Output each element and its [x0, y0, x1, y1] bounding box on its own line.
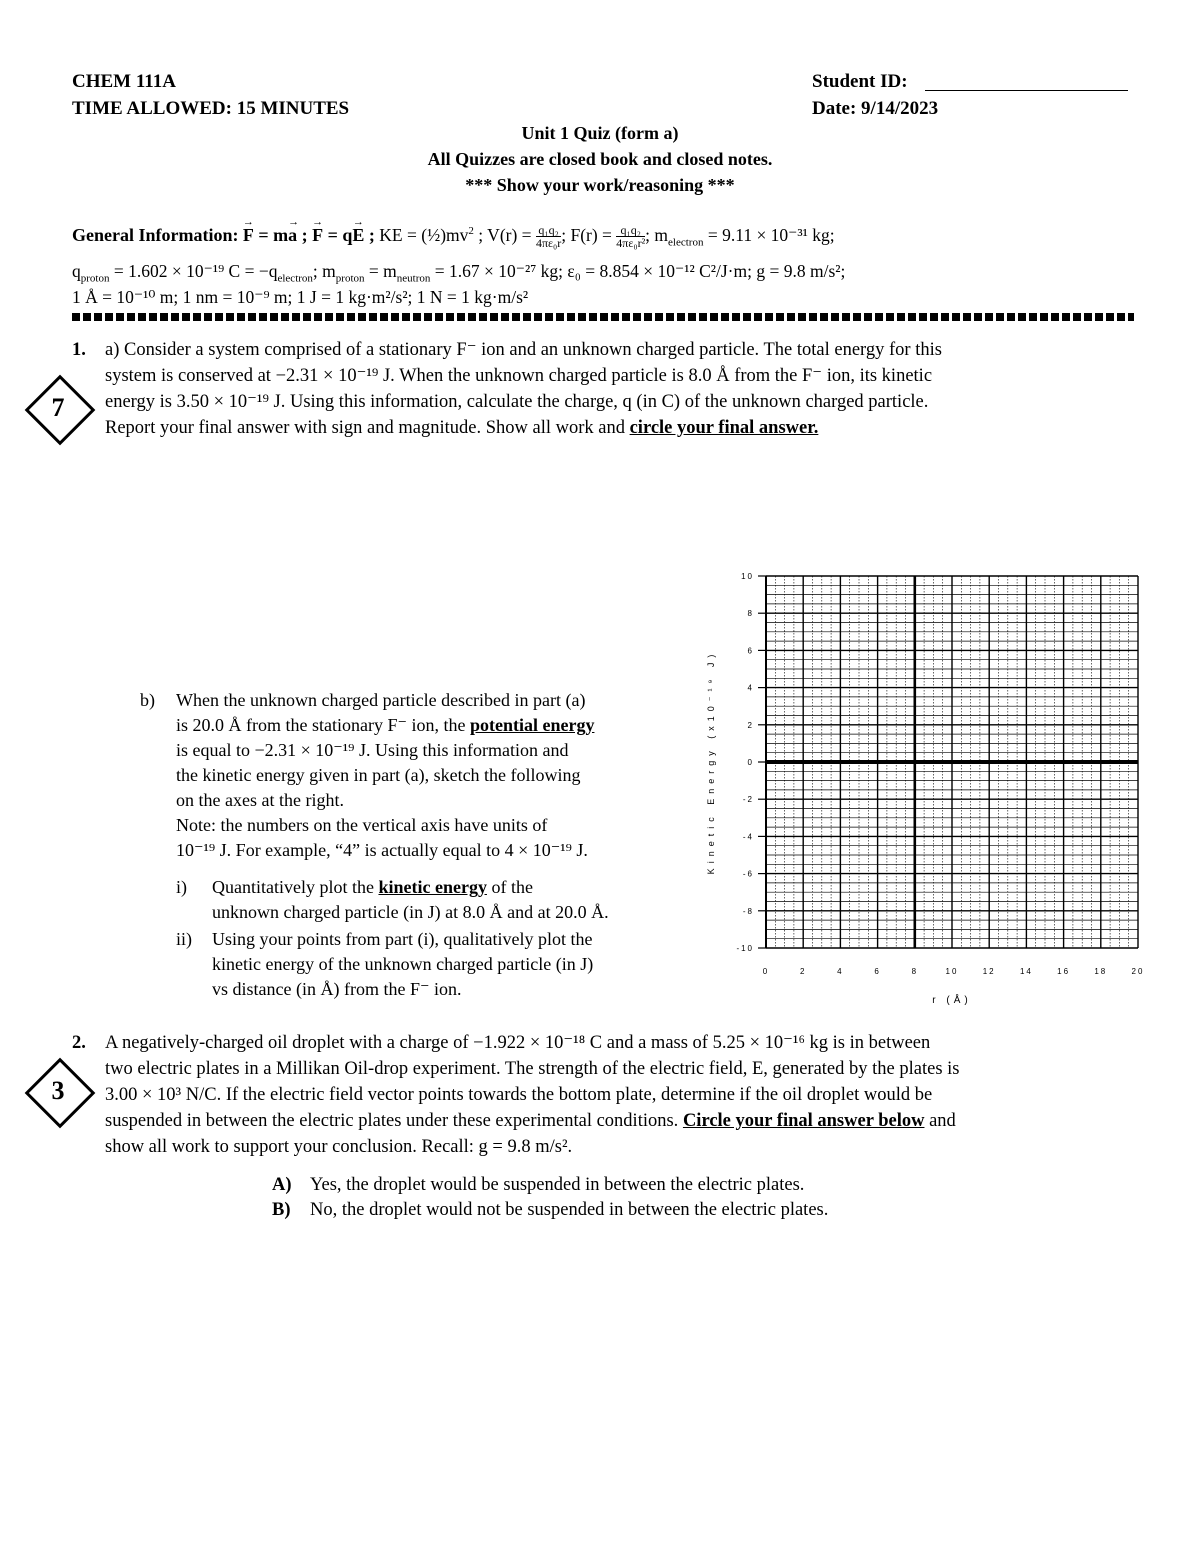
x-tick-label: 14: [1019, 967, 1033, 976]
student-id-label: Student ID:: [812, 71, 908, 92]
course-name: CHEM 111A: [72, 71, 176, 92]
y-tick-label: -2: [742, 795, 754, 805]
q1b-ii-label: ii): [176, 929, 192, 949]
y-tick-labels: [736, 572, 766, 953]
time-allowed: TIME ALLOWED: 15 MINUTES: [72, 98, 350, 119]
x-tick-label: 18: [1094, 967, 1108, 976]
kinetic-energy-chart[interactable]: [700, 560, 1160, 1010]
q1-part-b: When the unknown charged particle described in part (a) is 20.0 Å from the stationary F⁻ ion, the potential energy is equal to −2.31 × 10⁻¹⁹ J. Using this information and the kinetic energy given in part (a), sketch the following on the axes at the right. Note: the numbers on the vertical axis have units of 10⁻¹⁹ J. For example, “4” is actually equal to 4 × 10⁻¹⁹ J.: [176, 690, 595, 860]
q1-part-a: a) Consider a system comprised of a stationary F⁻ ion and an unknown charged particle. The total energy for this system is conserved at −2.31 × 10⁻¹⁹ J. When the unknown charged particle is 8.0 Å from the F⁻ ion, its kinetic energy is 3.50 × 10⁻¹⁹ J. Using this information, calculate the charge, q (in C) of the unknown charged particle. Report your final answer with sign and magnitude. Show all work and circle your final answer.: [105, 340, 942, 438]
x-tick-label: 20: [1131, 967, 1145, 976]
quiz-rule: All Quizzes are closed book and closed notes.: [427, 149, 773, 169]
x-tick-label: 0: [762, 967, 770, 976]
x-tick-labels: [763, 967, 1145, 976]
x-tick-label: 6: [874, 967, 881, 976]
q1b-ii: Using your points from part (i), qualitatively plot the kinetic energy of the unknown charged particle (in J) vs distance (in Å) from the F⁻ ion.: [212, 929, 594, 999]
x-axis-label: r (Å): [932, 995, 972, 1006]
x-tick-label: 8: [911, 967, 919, 976]
option-b-label[interactable]: B): [272, 1200, 291, 1220]
formula-f-frac: $\frac{\text{q₁q₂}}{\text{4πε₀r²}}$: [616, 223, 646, 251]
general-info-line1: General Information: → F = m→ a ; → F = q→ E ; KE = $(\frac{1}{2})mv^2$ ; V(r) = $\frac{\text{q₁q₂}}{\text{4πε₀r}}$ ; F(r) = $\frac{\text{q₁q₂}}{\text{4πε₀r²}}$ ; $m_{electron} = 9.11 \times 10^{-31}$ kg;: [72, 224, 1142, 249]
x-tick-label: 16: [1057, 967, 1071, 976]
y-tick-label: 10: [741, 572, 754, 581]
y-tick-label: 0: [747, 758, 754, 767]
x-tick-label: 12: [982, 967, 996, 976]
x-tick-label: 4: [837, 967, 844, 976]
q1b-label: b): [140, 690, 155, 710]
general-info-line3: 1 Å = 10⁻¹⁰ m; 1 nm = 10⁻⁹ m; 1 J = 1 kg·m²/s²; 1 N = 1 kg·m/s²: [72, 287, 529, 307]
y-tick-label: 2: [747, 720, 754, 730]
q1-number: 1.: [72, 340, 86, 360]
general-info-line2: $q_{proton} = 1.602 \times 10^{-19}$ $C = -q_{electron}$; $m_{proton} = m_{neutron} = 1.67 \times 10^{-27}$ kg; ε₀ = 8.854 × 10⁻¹² C²/J·m; g = 9.8 m/s²;: [72, 261, 846, 285]
x-tick-label: 10: [945, 967, 959, 976]
x-tick-label: 2: [799, 967, 807, 976]
formula-force: → F = m→ a ; → F = q→ E ; KE = $(\frac{1}{2})mv^2$: [243, 225, 474, 245]
option-a-text[interactable]: Yes, the droplet would be suspended in between the electric plates.: [310, 1175, 805, 1195]
circle-answer-below: Circle your final answer below: [682, 1111, 925, 1131]
y-tick-label: -10: [736, 944, 754, 953]
show-work-note: *** Show your work/reasoning ***: [465, 175, 735, 195]
y-tick-label: -8: [742, 906, 754, 916]
student-id-line[interactable]: [925, 90, 1128, 91]
y-tick-label: 6: [747, 646, 754, 656]
quiz-date: Date: 9/14/2023: [812, 98, 939, 119]
quiz-title: Unit 1 Quiz (form a): [521, 123, 679, 143]
kinetic-energy-term: kinetic energy: [378, 877, 487, 897]
q1b-i-label: i): [176, 877, 187, 897]
q1b-i: Quantitatively plot the kinetic energy of the unknown charged particle (in J) at 8.0 Å and at 20.0 Å.: [212, 877, 609, 922]
section-divider: [72, 313, 1134, 321]
option-a-label[interactable]: A): [272, 1175, 292, 1195]
y-tick-label: 8: [747, 609, 754, 619]
q2-text: A negatively-charged oil droplet with a charge of −1.922 × 10⁻¹⁸ C and a mass of 5.25 × 10⁻¹⁶ kg is in between two electric plates in a Millikan Oil-drop experiment. The strength of the electric field, E, generated by the plates is 3.00 × 10³ N/C. If the electric field vector points towards the bottom plate, determine if the oil droplet would be suspended in between the electric plates under these experimental conditions. Circle your final answer below and show all work to support your conclusion. Recall: g = 9.8 m/s².: [105, 1033, 960, 1157]
electron-mass: = 9.11 × 10⁻³¹ kg;: [703, 225, 835, 245]
formula-f-label: ; F(r) =: [561, 225, 617, 245]
y-axis-label: Kinetic Energy (x10⁻¹⁹ J): [706, 649, 716, 875]
circle-final-answer: circle your final answer.: [629, 418, 819, 438]
q2-number: 2.: [72, 1033, 86, 1053]
option-b-text[interactable]: No, the droplet would not be suspended in between the electric plates.: [310, 1200, 829, 1220]
y-tick-label: -6: [742, 869, 754, 879]
q1-points: 7: [51, 393, 65, 422]
formula-v-frac: $\frac{\text{q₁q₂}}{\text{4πε₀r}}$: [535, 223, 562, 251]
formula-v-label: ; V(r) =: [473, 225, 536, 245]
y-tick-label: -4: [742, 832, 754, 842]
potential-energy-term: potential energy: [469, 715, 595, 735]
q2-points: 3: [51, 1076, 65, 1105]
general-info-label: General Information:: [72, 225, 239, 245]
y-tick-label: 4: [747, 683, 754, 693]
